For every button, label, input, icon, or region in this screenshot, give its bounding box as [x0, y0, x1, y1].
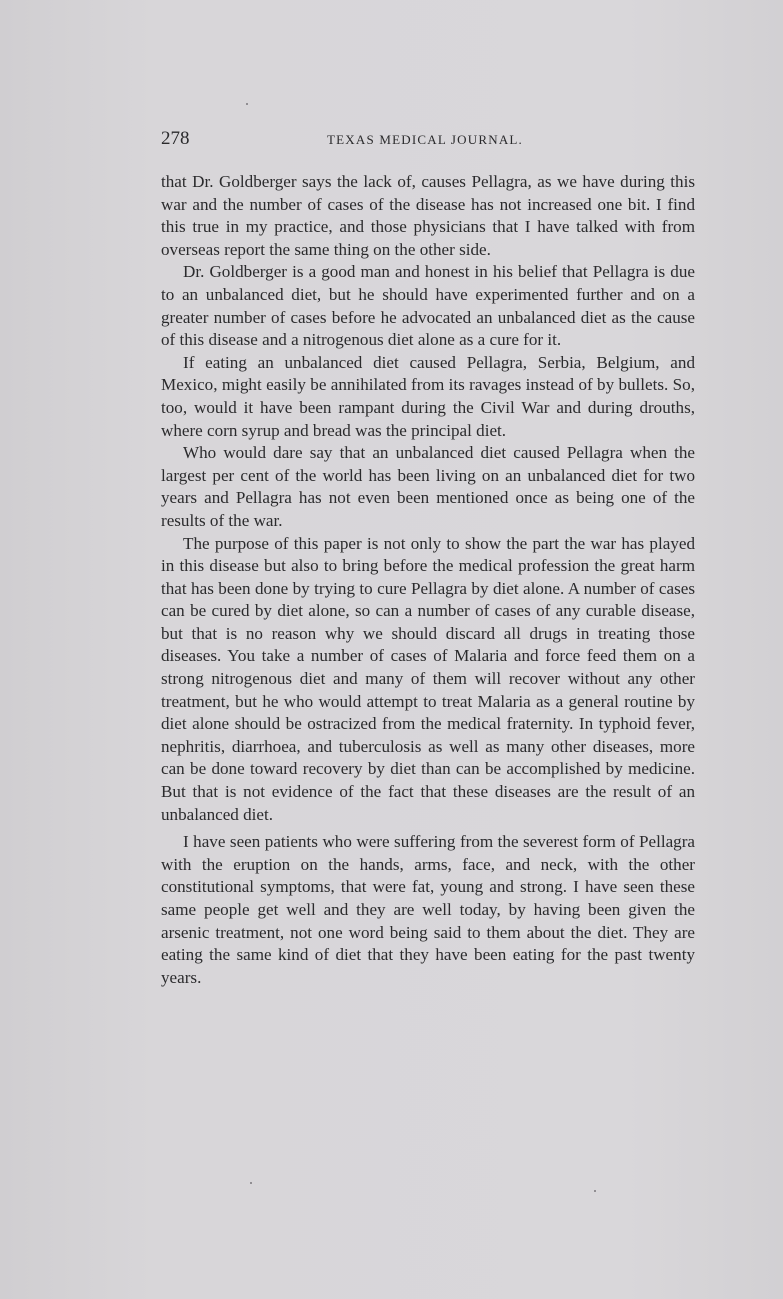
paragraph: If eating an unbalanced diet caused Pellagra, Serbia, Belgium, and Mexico, might easily be annihilated from its ravages instead of by bullets. So, too, would it have been rampant during the Civil War and during drouths, where corn syrup and bread was the principal diet.	[161, 352, 695, 440]
running-head	[161, 128, 695, 154]
paragraph: I have seen patients who were suffering from the severest form of Pellagra with the eruption on the hands, arms, face, and neck, with the other constitutional symptoms, that were fat, young and strong. I have seen these same people get well and they are well today, by having been given the arsenic treatment, not one word being said to them about the diet. They are eating the same kind of diet that they have been eating for the past twenty years.	[161, 832, 695, 987]
journal-title: TEXAS MEDICAL JOURNAL.	[327, 132, 523, 147]
paper-speck	[246, 103, 248, 105]
paragraph: that Dr. Goldberger says the lack of, causes Pellagra, as we have during this war and the number of cases of the disease has not increased one bit. I find this true in my practice, and those physicians that I have talked with from overseas report the same thing on the other side.	[161, 172, 695, 259]
paragraph: The purpose of this paper is not only to show the part the war has played in this disease but also to bring before the medical profession the great harm that has been done by trying to cure Pellagra by diet alone. A number of cases can be cured by diet alone, so can a number of cases of any curable disease, but that is no reason why we should discard all drugs in treating those diseases. You take a number of cases of Malaria and force feed them on a strong nitrogenous diet and many of them will recover without any other treatment, but he who would attempt to treat Malaria as a general routine by diet alone should be ostracized from the medical fraternity. In typhoid fever, nephritis, diarrhoea, and tuberculosis as well as many other diseases, more can be done toward recovery by diet than can be accomplished by medicine. But that is not evidence of the fact that these diseases are the result of an unbalanced diet.	[161, 533, 695, 824]
paper-speck	[250, 1182, 252, 1184]
page-number: 278	[161, 128, 190, 149]
paragraph: Who would dare say that an unbalanced diet caused Pellagra when the largest per cent of the world has been living on an unbalanced diet for two years and Pellagra has not even been mentioned once as being one of the results of the war.	[161, 443, 695, 530]
paper-speck	[594, 1190, 596, 1192]
paragraph: Dr. Goldberger is a good man and honest in his belief that Pellagra is due to an unbalanced diet, but he should have experimented further and on a greater number of cases before he advocated an unbalanced diet as the cause of this disease and a nitrogenous diet alone as a cure for it.	[161, 262, 695, 350]
article-body	[161, 171, 695, 989]
